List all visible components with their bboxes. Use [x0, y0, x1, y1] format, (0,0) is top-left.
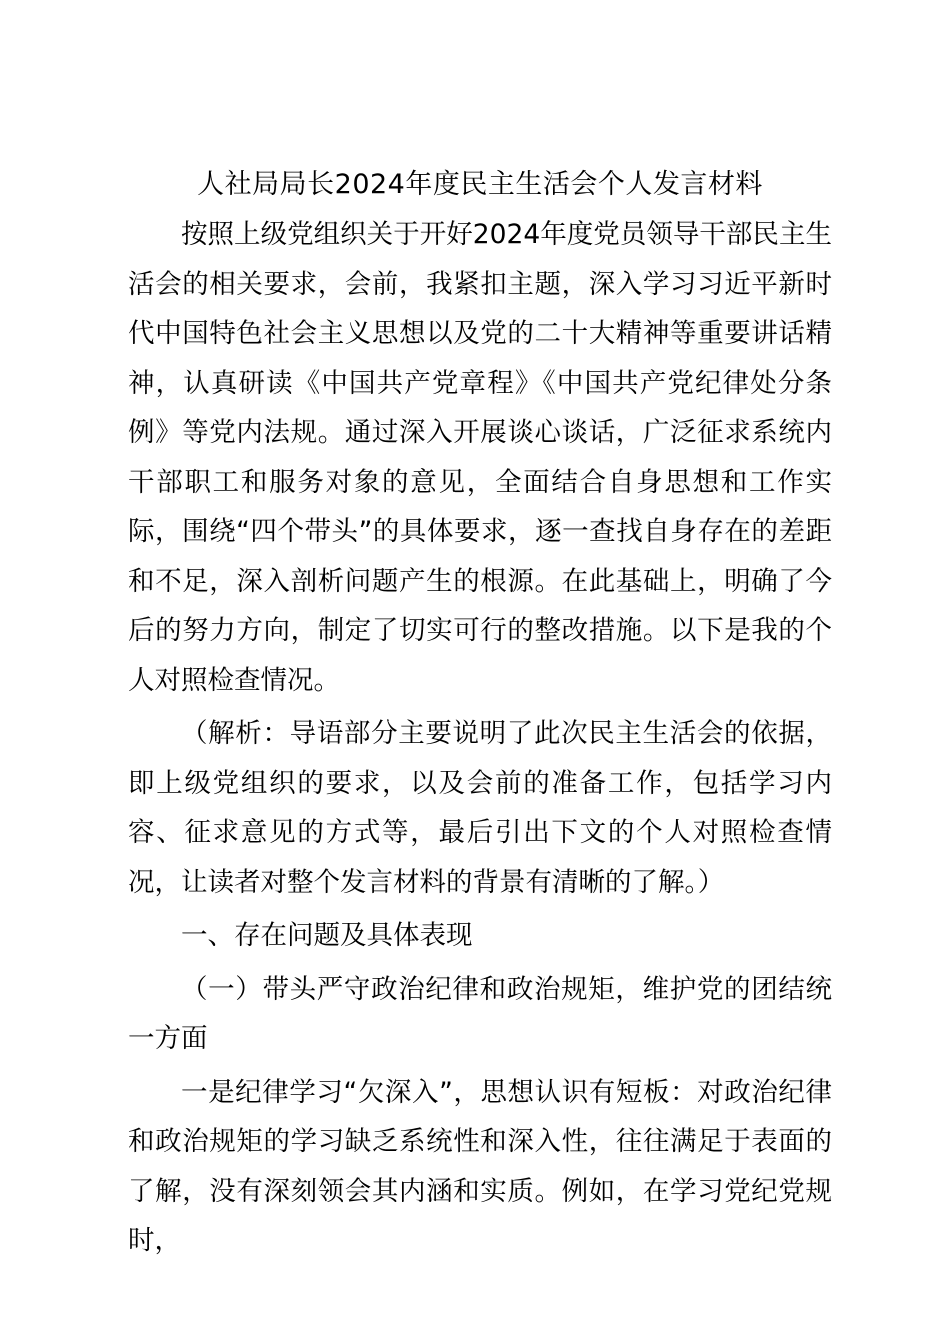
- body-paragraph: 一是纪律学习“欠深入”，思想认识有短板：对政治纪律和政治规矩的学习缺乏系统性和深入性，往往满足于表面的了解，没有深刻领会其内涵和实质。例如，在学习党纪党规时，: [128, 1076, 832, 1256]
- document-page: [128, 160, 832, 1266]
- analysis-paragraph: （解析：导语部分主要说明了此次民主生活会的依据，即上级党组织的要求，以及会前的准备工作，包括学习内容、征求意见的方式等，最后引出下文的个人对照检查情况，让读者对整个发言材料的背景有清晰的了解。）: [128, 718, 832, 898]
- section-heading: 一、存在问题及具体表现: [181, 920, 473, 951]
- subsection-heading: （一）带头严守政治纪律和政治规矩，维护党的团结统一方面: [128, 973, 832, 1054]
- document-title: 人社局局长2024年度民主生活会个人发言材料: [197, 169, 763, 200]
- intro-paragraph: 按照上级党组织关于开好2024年度党员领导干部民主生活会的相关要求，会前，我紧扣主题，深入学习习近平新时代中国特色社会主义思想以及党的二十大精神等重要讲话精神，认真研读《中国共产党章程》《中国共产党纪律处分条例》等党内法规。通过深入开展谈心谈话，广泛征求系统内干部职工和服务对象的意见，全面结合自身思想和工作实际，围绕“四个带头”的具体要求，逐一查找自身存在的差距和不足，深入剖析问题产生的根源。在此基础上，明确了今后的努力方向，制定了切实可行的整改措施。以下是我的个人对照检查情况。: [128, 219, 832, 696]
